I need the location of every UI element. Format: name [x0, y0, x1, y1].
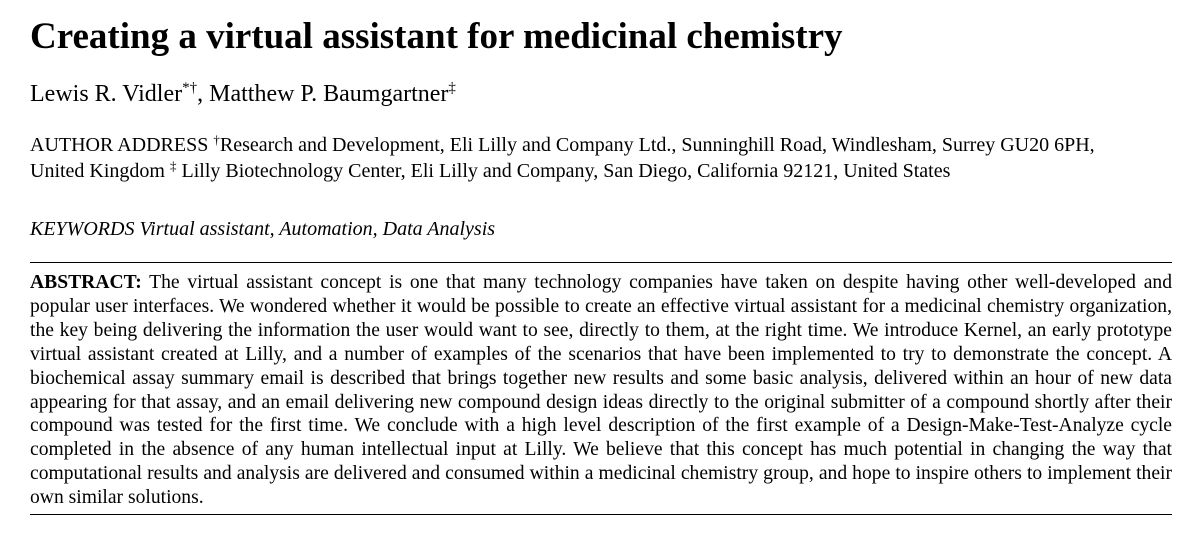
author-list [30, 79, 456, 109]
abstract-text: The virtual assistant concept is one that many technology companies have taken on despite having other well-developed and popular user interfaces. We wondered whether it would be possible to create an effective virtual assistant for a medicinal chemistry organization, the key being delivering the information the user would want to see, directly to them, at the right time. We introduce Kernel, an early prototype virtual assistant created at Lilly, and a number of examples of the scenarios that have been implemented to try to demonstrate the concept. A biochemical assay summary email is described that brings together new results and some basic analysis, delivered within an hour of new data appearing for that assay, and an email delivering new compound design ideas directly to the original submitter of a compound shortly after their compound was tested for the first time. We conclude with a high level description of the first example of a Design-Make-Test-Analyze cycle completed in the absence of any human intellectual input at Lilly. We believe that this concept has much potential in changing the way that computational results and analysis are delivered and consumed within a medicinal chemistry group, and hope to inspire others to implement their own similar solutions. [30, 272, 1172, 509]
abstract-label: ABSTRACT: [30, 272, 142, 293]
keywords [30, 216, 495, 242]
author-name: Matthew P. Baumgartner [209, 81, 449, 107]
address-label: AUTHOR ADDRESS [30, 134, 209, 156]
author-affiliation-marks: ‡ [448, 80, 456, 96]
author-separator: , [197, 81, 210, 107]
paper-title: Creating a virtual assistant for medicinal chemistry [30, 16, 843, 57]
author-address [30, 132, 1140, 184]
affiliation-text: Lilly Biotechnology Center, Eli Lilly and Company, San Diego, California 92121, United States [181, 160, 951, 182]
abstract [30, 262, 1172, 515]
keywords-label: KEYWORDS [30, 218, 135, 240]
keywords-text: Virtual assistant, Automation, Data Analysis [139, 218, 496, 240]
author-affiliation-marks: *† [182, 80, 198, 96]
affiliation-text: Research and Development, Eli Lilly and Company Ltd., Sunninghill Road, Windlesham, Surrey GU20 6PH, United Kingdom [30, 134, 1095, 182]
author-name: Lewis R. Vidler [30, 81, 183, 107]
affiliation-mark: ‡ [170, 158, 177, 173]
affiliation-mark: † [213, 132, 220, 147]
